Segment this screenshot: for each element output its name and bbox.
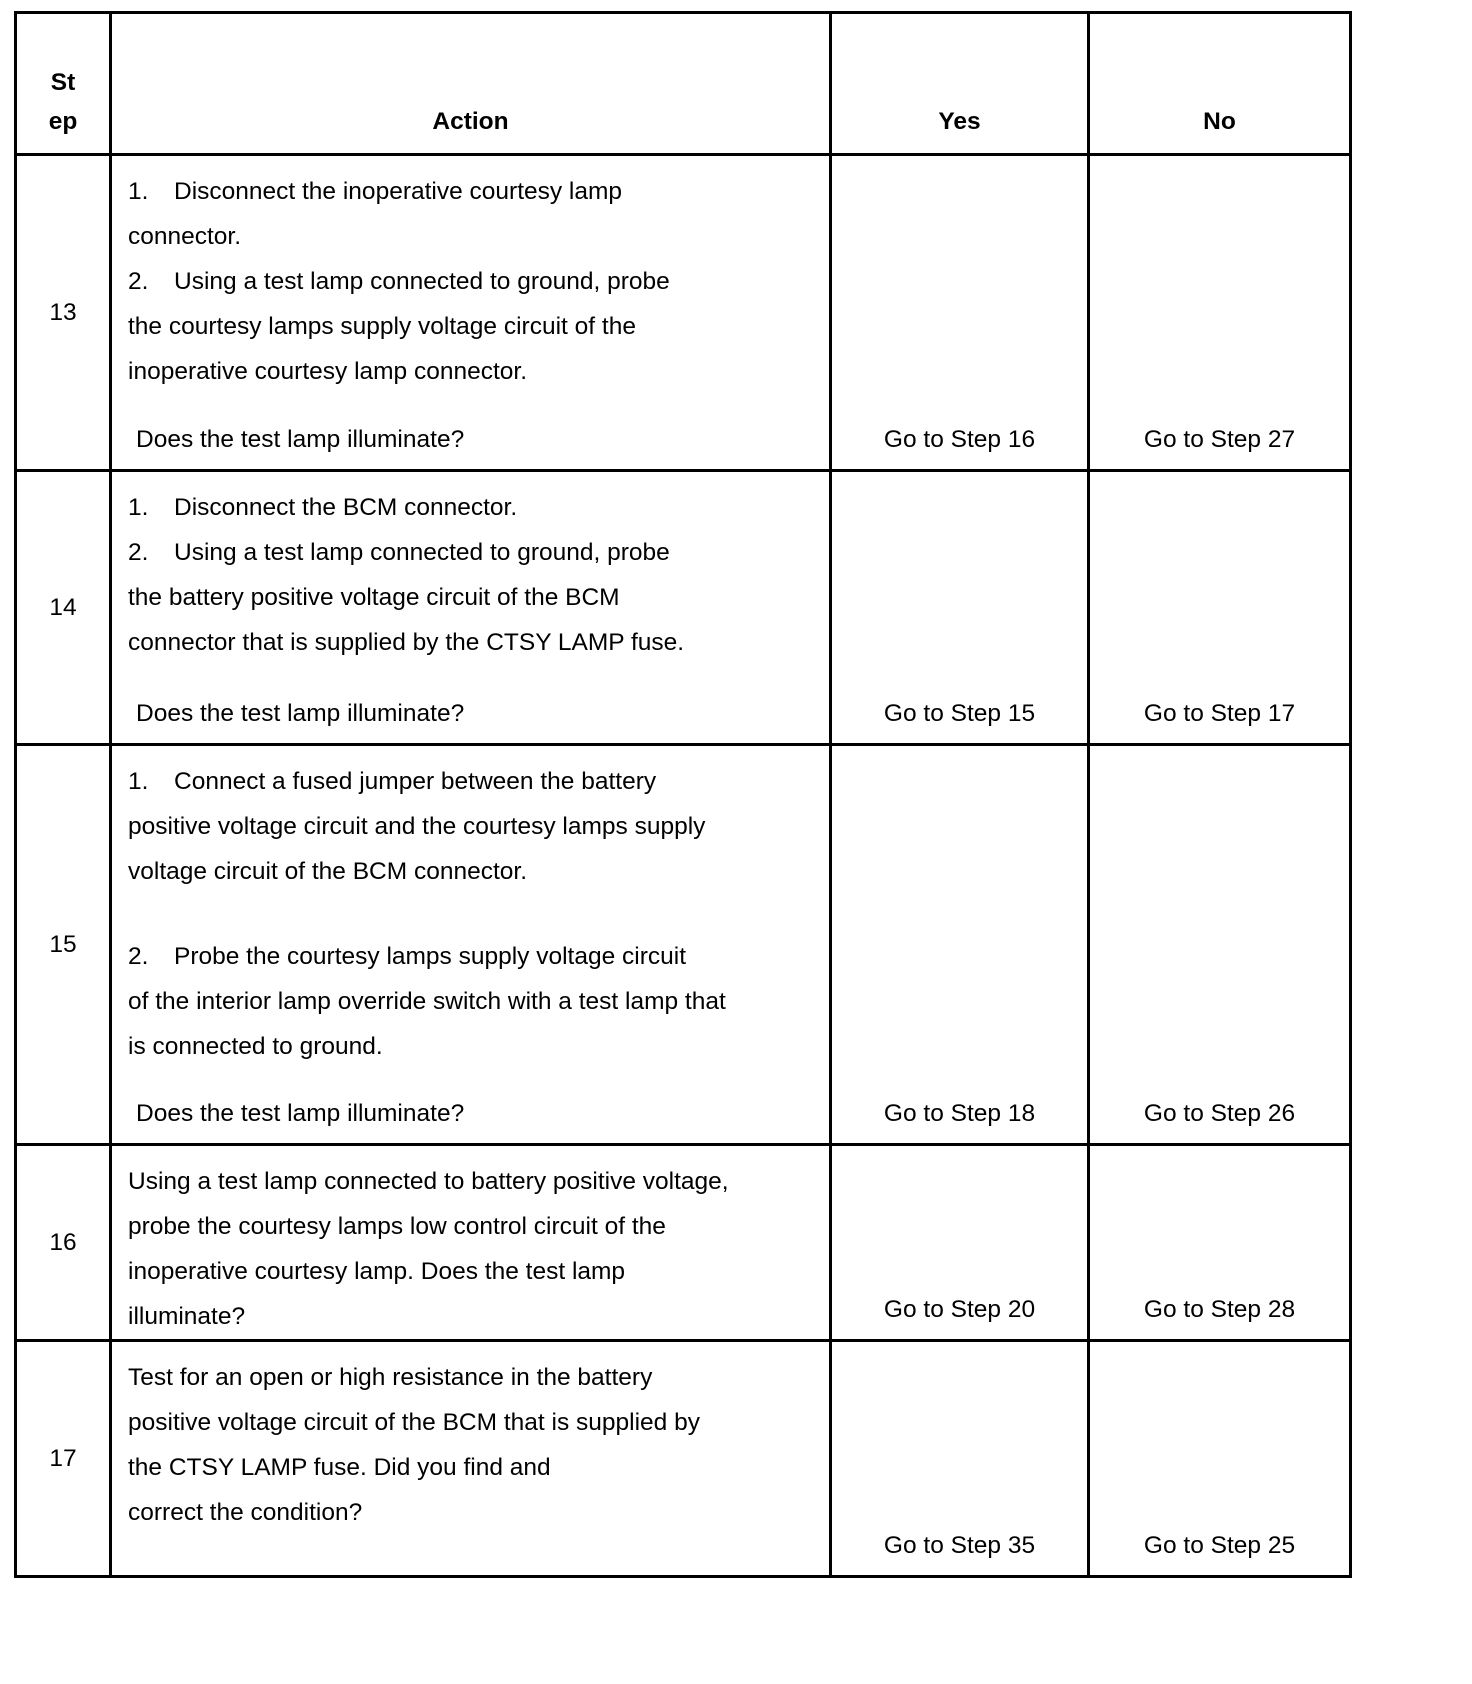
yes-outcome: Go to Step 16 (831, 155, 1089, 471)
no-outcome: Go to Step 28 (1089, 1145, 1351, 1341)
table-row (16, 471, 1351, 745)
no-outcome: Go to Step 27 (1089, 155, 1351, 471)
header-step-line2: ep (48, 108, 78, 135)
step-number: 16 (16, 1145, 111, 1341)
table-row (16, 745, 1351, 1145)
header-step-line1: St (50, 69, 76, 96)
header-row (16, 13, 1351, 155)
table-row (16, 155, 1351, 471)
action-text: Using a test lamp connected to battery positive voltage, probe the courtesy lamps low control circuit of the inoperative courtesy lamp. Does the test lamp illuminate? (111, 1145, 831, 1341)
header-yes: Yes (831, 13, 1089, 155)
no-outcome: Go to Step 17 (1089, 471, 1351, 745)
action-text: 1. Connect a fused jumper between the battery positive voltage circuit and the courtesy lamps supply voltage circuit of the BCM connector. 2. Probe the courtesy lamps supply voltage circuit of the interior lamp override switch with a test lamp that is connected to ground. Does the test lamp illuminate? (111, 745, 831, 1145)
step-number: 13 (16, 155, 111, 471)
yes-outcome: Go to Step 35 (831, 1341, 1089, 1577)
list-number: 1. (128, 178, 149, 205)
action-question: Does the test lamp illuminate? (136, 426, 465, 453)
action-question: Does the test lamp illuminate? (136, 1100, 465, 1127)
list-number: 2. (128, 539, 149, 566)
table-row (16, 1145, 1351, 1341)
table-row (16, 1341, 1351, 1577)
step-number: 14 (16, 471, 111, 745)
header-no: No (1089, 13, 1351, 155)
yes-outcome: Go to Step 20 (831, 1145, 1089, 1341)
header-action: Action (111, 13, 831, 155)
yes-outcome: Go to Step 15 (831, 471, 1089, 745)
action-text: 1. Disconnect the inoperative courtesy lamp connector. 2. Using a test lamp connected to ground, probe the courtesy lamps supply voltage circuit of the inoperative courtesy lamp connector. Does the test lamp illuminate? (111, 155, 831, 471)
list-number: 2. (128, 943, 149, 970)
list-number: 1. (128, 494, 149, 521)
action-text: 1. Disconnect the BCM connector. 2. Using a test lamp connected to ground, probe the battery positive voltage circuit of the BCM connector that is supplied by the CTSY LAMP fuse. Does the test lamp illuminate? (111, 471, 831, 745)
no-outcome: Go to Step 25 (1089, 1341, 1351, 1577)
header-step (16, 13, 111, 155)
list-number: 1. (128, 768, 149, 795)
diagnostic-table (14, 11, 1352, 1578)
list-number: 2. (128, 268, 149, 295)
step-number: 17 (16, 1341, 111, 1577)
no-outcome: Go to Step 26 (1089, 745, 1351, 1145)
yes-outcome: Go to Step 18 (831, 745, 1089, 1145)
step-number: 15 (16, 745, 111, 1145)
action-question: Does the test lamp illuminate? (136, 700, 465, 727)
action-text: Test for an open or high resistance in the battery positive voltage circuit of the BCM that is supplied by the CTSY LAMP fuse. Did you find and correct the condition? (111, 1341, 831, 1577)
